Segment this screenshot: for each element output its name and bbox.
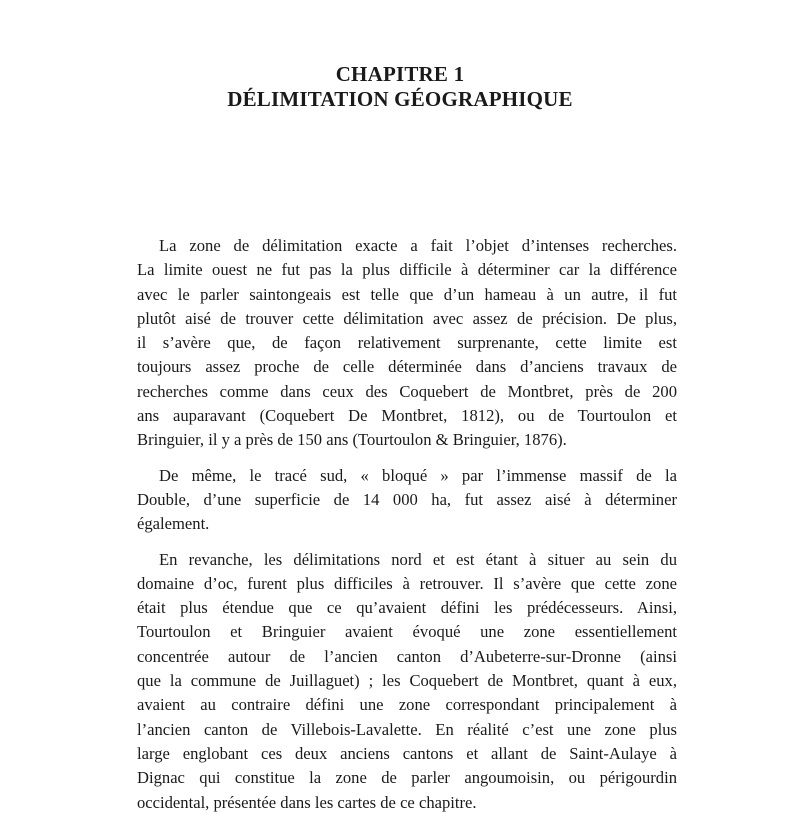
paragraph-line: avaient au contraire défini une zone correspondant principalement à [137, 695, 677, 715]
paragraph-line: concentrée autour de l’ancien canton d’Aubeterre-sur-Dronne (ainsi [137, 646, 677, 666]
body-text [137, 234, 677, 826]
paragraph-line: De même, le tracé sud, « bloqué » par l’immense massif de la [159, 465, 677, 485]
paragraph-line: Tourtoulon et Bringuier avaient évoqué une zone essentiellement [137, 622, 677, 642]
paragraph-line: large englobant ces deux anciens cantons et allant de Saint-Aulaye à [137, 743, 677, 763]
paragraph-line: recherches comme dans ceux des Coquebert de Montbret, près de 200 [137, 381, 677, 401]
paragraph-line: En revanche, les délimitations nord et est étant à situer au sein du [159, 549, 677, 569]
paragraph-line: il s’avère que, de façon relativement surprenante, cette limite est [137, 333, 677, 353]
paragraph-line: Dignac qui constitue la zone de parler angoumoisin, ou périgourdin [137, 768, 677, 788]
paragraph-3 [137, 548, 677, 815]
paragraph-line: La limite ouest ne fut pas la plus difficile à déterminer car la différence [137, 260, 677, 280]
paragraph-line: domaine d’oc, furent plus difficiles à retrouver. Il s’avère que cette zone [137, 573, 677, 593]
paragraph-1 [137, 234, 677, 453]
paragraph-line: était plus étendue que ce qu’avaient défini les prédécesseurs. Ainsi, [137, 598, 677, 618]
paragraph-line: Double, d’une superficie de 14 000 ha, fut assez aisé à déterminer [137, 489, 677, 509]
paragraph-line: avec le parler saintongeais est telle que d’un hameau à un autre, il fut [137, 284, 677, 304]
paragraph-line: occidental, présentée dans les cartes de ce chapitre. [137, 792, 477, 812]
chapter-header [0, 62, 800, 112]
paragraph-line: que la commune de Juillaguet) ; les Coquebert de Montbret, quant à eux, [137, 671, 677, 691]
paragraph-line: l’ancien canton de Villebois-Lavalette. En réalité c’est une zone plus [137, 719, 677, 739]
paragraph-2 [137, 464, 677, 537]
paragraph-line: Bringuier, il y a près de 150 ans (Tourtoulon & Bringuier, 1876). [137, 430, 567, 450]
chapter-title: DÉLIMITATION GÉOGRAPHIQUE [227, 87, 573, 111]
paragraph-line: également. [137, 514, 210, 534]
paragraph-line: La zone de délimitation exacte a fait l’objet d’intenses recherches. [159, 236, 677, 255]
paragraph-line: plutôt aisé de trouver cette délimitation avec assez de précision. De plus, [137, 308, 677, 328]
paragraph-line: toujours assez proche de celle déterminée dans d’anciens travaux de [137, 357, 677, 377]
chapter-number: CHAPITRE 1 [335, 62, 465, 86]
paragraph-line: ans auparavant (Coquebert De Montbret, 1812), ou de Tourtoulon et [137, 406, 677, 426]
